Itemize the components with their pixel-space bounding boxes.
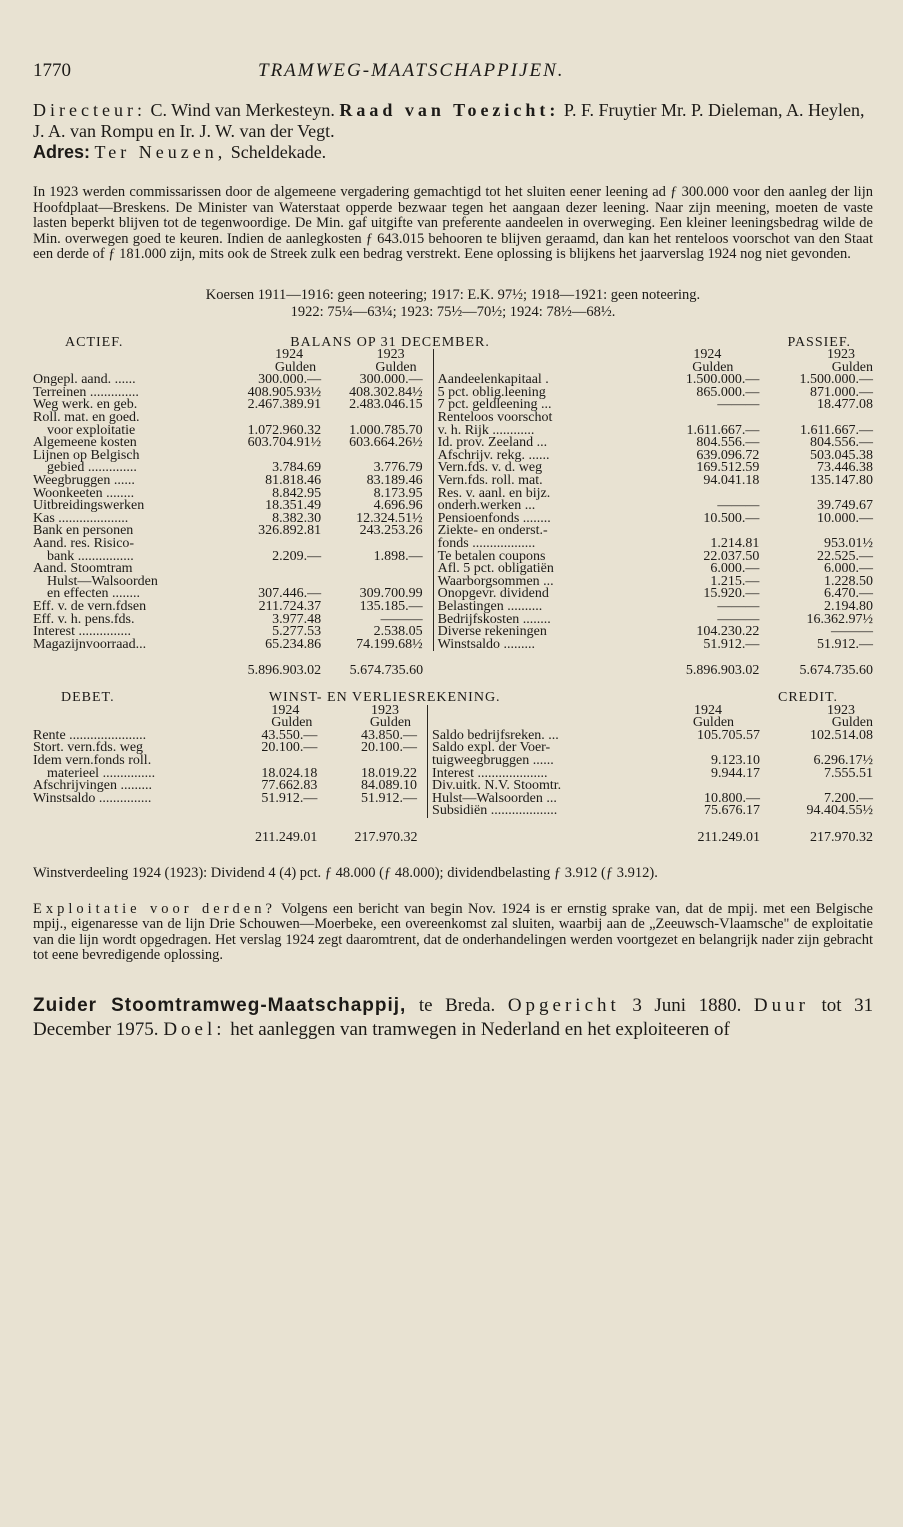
value-1923: 43.850.— [361,727,418,743]
actief-label: Winstsaldo ............... [33,790,152,806]
duur-text: tot 31 December 1975. [33,994,874,1040]
passief-label: tuigweegbruggen ...... [428,755,621,768]
value-1923: 94.404.55½ [806,803,873,819]
passief-label: Afl. 5 pct. obligatiën [433,563,620,576]
balance-table [33,334,873,679]
year-label: 1924 [275,347,304,363]
page [33,40,873,1042]
passief-label: Aandeelenkapitaal . [433,374,620,387]
passief-label: Id. prov. Zeeland ... [433,437,620,450]
actief-label: Afschrijvingen ......... [33,778,152,794]
adres-city: Ter Neuzen, [94,142,227,162]
value-1923: 603.664.26½ [349,435,423,451]
value-1924: 18.351.49 [265,498,322,514]
actief-label: Eff. v. de vern.fdsen [33,598,147,614]
value-1923: 408.302.84½ [349,384,423,400]
pl-heading-row [33,692,873,705]
pl-heading-title: WINST- EN VERLIESREKENING. [268,689,501,705]
value-1923: 1.611.667.— [800,422,873,438]
unit-label: Gulden [831,715,873,731]
value-1923: 74.199.68½ [356,636,423,652]
total-cell: 211.249.01 [697,829,761,845]
value-1923: 953.01½ [824,536,873,551]
value-1924: ——— [717,397,760,413]
value-1923: 135.147.80 [810,473,873,489]
passief-label: Bedrijfskosten ........ [433,614,620,627]
value-1924: 6.000.— [710,561,760,577]
value-1924: 865.000.— [696,384,760,400]
value-1923: 4.696.96 [373,498,423,514]
value-1924: 8.382.30 [272,510,322,526]
exploitatie-text: Volgens een bericht van begin Nov. 1924 is er ernstig sprake van, dat de mpij. met een Belgische mpij., eigenaresse van de lijn Drie Schouwen—Moerbeke, een overeenkomst zal sluiten, waarbij aan de „Zeeuwsch-Vlaamsche" de exploitatie van die lijn wordt opgedragen. Het verslag 1924 zegt daaromtrent, dat de onderhandelingen werden voortgezet en belangrijk nader zijn gebracht tot eene bevredigende oplossing. [33,900,873,964]
pl-total-row [33,818,873,845]
total-cell: 5.896.903.02 [685,663,760,679]
value-1924 [230,563,321,576]
actief-label: Uitbreidingswerken [33,498,145,514]
value-1923: 6.296.17½ [813,752,873,768]
value-1924: 307.446.— [258,586,322,602]
actief-label: materieel ............... [47,765,156,781]
year-label: 1924 [271,702,300,718]
balance-heading-actief: ACTIEF. [65,334,124,350]
value-1923: 6.470.— [824,586,873,602]
next-company-entry [33,994,873,1042]
value-1923: 6.000.— [824,561,873,577]
value-1924: 18.024.18 [261,765,318,781]
raad-label: Raad van Toezicht: [339,100,560,120]
running-title: TRAMWEG-MAATSCHAPPIJEN. [258,60,565,81]
value-1924: 1.500.000.— [685,372,760,388]
koersen-line-2: 1922: 75¼—63¼; 1923: 75½—70½; 1924: 78½—68½. [290,303,616,320]
passief-label: Saldo bedrijfsreken. ... [428,730,621,743]
value-1924: 326.892.81 [258,523,322,539]
value-1923: 51.912.— [361,790,418,806]
balance-heading-row [33,337,873,350]
page-number: 1770 [33,60,71,81]
value-1924: 169.512.59 [696,460,760,476]
unit-label: Gulden [271,715,313,731]
koersen-line-1: Koersen 1911—1916: geen noteering; 1917: E.K. 97½; 1918—1921: geen noteering. [205,286,701,303]
passief-label: Renteloos voorschot [433,412,620,425]
total-cell: 211.249.01 [254,829,318,845]
pl-heading-credit: CREDIT. [777,689,838,705]
pl-table [33,689,873,845]
actief-label: Bank en personen [33,523,134,539]
value-1924: 10.500.— [703,510,760,526]
value-1923 [317,805,427,818]
value-1924 [229,805,318,818]
unit-label: Gulden [274,359,317,375]
value-1923: 39.749.67 [817,498,873,514]
koersen-block [33,287,873,321]
actief-label: Ongepl. aand. ...... [33,372,136,388]
actief-label: Eff. v. h. pens.fds. [33,611,135,627]
value-1923: 804.556.— [810,435,873,451]
value-1924: 10.800.— [704,790,761,806]
value-1923: 1.500.000.— [799,372,873,388]
value-1924: 5.277.53 [272,624,322,640]
value-1924: 15.920.— [703,586,760,602]
leening-notice: In 1923 werden commissarissen door de algemeene vergadering gemachtigd tot het sluiten eener leening ad ƒ 300.000 voor den aanleg der lijn Hoofdplaat—Breskens. De Minister van Waterstaat opperde bezwaar tegen het aangaan dezer leening. Naar zijn meening, moeten de vaste lasten beperkt blijven tot de tegenwoordige. De Min. gaf uitgifte van preferente aandeelen in overweging. Een kleiner leeningsbedrag wilde de Min. overwegen goed te keuren. Indien de aanlegkosten ƒ 643.015 behooren te blijven geraamd, dan kan het renteloos voorschot van den Staat een derde of ƒ 181.000 zijn, mits ook de Streek zulk een bedrag verstrekt. Eene oplossing is blijkens het jaarverslag 1924 nog niet gevonden. [33,184,873,262]
balance-heading-passief: PASSIEF. [787,334,851,350]
page-header [33,40,873,88]
value-1924: 105.705.57 [697,727,761,743]
value-1924: 81.818.46 [265,473,322,489]
total-cell: 5.674.735.60 [349,663,424,679]
value-1924: 1.611.667.— [686,422,760,438]
value-1923: 7.200.— [824,790,873,806]
value-1924: 2.209.— [272,548,322,564]
value-1924: 94.041.18 [703,473,760,489]
value-1923: 1.228.50 [824,573,873,589]
actief-label: Woonkeeten ........ [33,485,135,501]
value-1923: 503.045.38 [810,447,873,463]
passief-label: Div.uitk. N.V. Stoomtr. [428,780,621,793]
value-1923: 135.185.— [359,598,423,614]
balance-year-row [33,349,873,362]
actief-label: Stort. vern.fds. weg [33,740,144,756]
year-label: 1923 [827,347,855,363]
duur-label: Duur [753,994,809,1016]
value-1924: ——— [717,598,760,614]
value-1923: 309.700.99 [359,586,423,602]
value-1923: 16.362.97½ [806,611,873,627]
balance-heading-title: BALANS OP 31 DECEMBER. [290,334,490,350]
actief-label: en effecten ........ [47,586,141,602]
value-1924: 43.550.— [261,727,318,743]
value-1923: 18.019.22 [361,765,418,781]
passief-label: Res. v. aanl. en bijz. [433,488,620,501]
passief-label: v. h. Rijk ............ [433,425,620,438]
unit-label: Gulden [375,359,417,375]
directeur-label: Directeur: [33,100,146,120]
value-1924: 20.100.— [261,740,318,756]
year-label: 1924 [693,347,722,363]
doel-text: het aanleggen van tramwegen in Nederland en het exploiteeren of [230,1018,730,1040]
actief-label: bank ................ [47,548,134,564]
value-1924: 1.214.81 [710,536,760,551]
passief-label: Vern.fds. v. d. weg [433,462,620,475]
actief-label: Idem vern.fonds roll. [33,752,152,768]
value-1923: 84.089.10 [361,778,418,794]
value-1924: 77.662.83 [261,778,318,794]
value-1924: 2.467.389.91 [247,397,322,413]
actief-label: Terreinen .............. [33,384,139,400]
exploitatie-label: Exploitatie voor derden? [33,900,276,917]
passief-label: Onopgevr. dividend [433,588,620,601]
total-cell: 5.674.735.60 [799,663,873,679]
passief-label: Saldo expl. der Voer- [428,742,621,755]
value-1923: 1.000.785.70 [349,422,423,438]
passief-label: Pensioenfonds ........ [433,513,620,526]
value-1924: ——— [717,498,760,514]
value-1924: 8.842.95 [272,485,322,501]
value-1923: 2.483.046.15 [349,397,423,413]
total-cell: 5.896.903.02 [247,663,322,679]
value-1923: 7.555.51 [824,765,873,781]
value-1924: 65.234.86 [265,636,322,652]
value-1924: 9.123.10 [711,752,761,768]
passief-label: Interest .................... [428,768,621,781]
value-1923: 51.912.— [817,636,873,652]
opgericht-label: Opgericht [507,994,620,1016]
pl-year-row [33,705,873,718]
value-1924: 639.096.72 [696,447,760,463]
value-1924: 51.912.— [261,790,318,806]
passief-label: Vern.fds. roll. mat. [433,475,620,488]
actief-label [33,805,229,818]
balance-total-row [33,651,873,678]
value-1924: 3.784.69 [272,460,322,476]
passief-label: Afschrijv. rekg. ...... [433,450,620,463]
passief-label: fonds .................. [433,538,620,551]
actief-label: Magazijnvoorraad... [33,636,147,652]
actief-label: Aand. Stoomtram [33,561,133,577]
doel-label: Doel: [163,1018,226,1040]
next-company-city: te Breda. [418,994,496,1016]
passief-label: Subsidiën ................... [428,805,621,818]
passief-label: onderh.werken ... [433,500,620,513]
passief-label: Hulst—Walsoorden ... [428,793,621,806]
value-1924: 300.000.— [258,372,322,388]
year-label: 1923 [371,702,400,718]
value-1924: ——— [717,611,760,627]
adres-label: Adres: [33,142,91,162]
year-label: 1923 [376,347,405,363]
value-1924: 211.724.37 [258,598,322,614]
passief-label: Belastingen .......... [433,601,620,614]
actief-label: Roll. mat. en goed. [33,410,140,426]
next-company-name: Zuider Stoomtramweg-Maatschappij, [33,994,407,1016]
value-1923: 83.189.46 [366,473,423,489]
value-1924: 9.944.17 [711,765,761,781]
actief-label: Lijnen op Belgisch [33,447,140,463]
passief-label: Diverse rekeningen [433,626,620,639]
value-1923: 300.000.— [359,372,423,388]
raad-members: P. F. Fruytier Mr. P. Dieleman, A. Heylen, J. A. van Rompu en Ir. J. W. van der Vegt. [33,100,865,141]
value-1924: 1.072.960.32 [247,422,322,438]
actief-label: Kas .................... [33,510,129,526]
value-1923: 102.514.08 [810,727,873,743]
total-cell: 217.970.32 [354,829,418,845]
value-1924: 51.912.— [703,636,760,652]
actief-label: voor exploitatie [47,422,136,438]
total-cell: 217.970.32 [810,829,873,845]
value-1924: 75.676.17 [704,803,761,819]
balance-row [33,639,873,652]
unit-label: Gulden [369,715,412,731]
passief-label: Winstsaldo ......... [433,639,620,652]
actief-label: Hulst—Walsoorden [47,573,158,589]
actief-label: Aand. res. Risico- [33,536,135,551]
passief-label: Ziekte- en onderst.- [433,525,620,538]
value-1923: 243.253.26 [359,523,423,539]
unit-label: Gulden [831,359,873,375]
year-label: 1923 [827,702,855,718]
actief-label: Rente ...................... [33,727,147,743]
unit-label: Gulden [692,359,734,375]
adres-street: Scheldekade. [230,142,327,162]
value-1923: 8.173.95 [373,485,423,501]
company-intro [33,100,873,163]
actief-label: Weg werk. en geb. [33,397,138,413]
value-1923: 1.898.— [373,548,423,564]
value-1924: 3.977.48 [272,611,322,627]
value-1923 [321,563,433,576]
actief-label: Interest ............... [33,624,131,640]
directeur-name: C. Wind van Merkesteyn. [150,100,335,120]
value-1923: ——— [831,624,873,640]
value-1924: 804.556.— [696,435,760,451]
value-1923: 20.100.— [361,740,418,756]
value-1923: ——— [380,611,423,627]
value-1923: 3.776.79 [373,460,423,476]
value-1923: 12.324.51½ [356,510,423,526]
value-1923: 73.446.38 [817,460,873,476]
opgericht-date: 3 Juni 1880. [632,994,742,1016]
actief-label: Algemeene kosten [33,435,137,451]
passief-label: 7 pct. geldleening ... [433,399,620,412]
value-1923: 2.538.05 [373,624,423,640]
value-1924: 603.704.91½ [247,435,322,451]
pl-row [33,805,873,818]
passief-label: Te betalen coupons [433,551,620,564]
winstverdeeling: Winstverdeeling 1924 (1923): Dividend 4 (4) pct. ƒ 48.000 (ƒ 48.000); dividendbelasting ƒ 3.912 (ƒ 3.912). [33,865,658,882]
passief-label: Waarborgsommen ... [433,576,620,589]
actief-label: gebied .............. [47,460,137,476]
value-1923: 18.477.08 [817,397,873,413]
actief-label: Weegbruggen ...... [33,473,135,489]
pl-heading-debet: DEBET. [61,689,115,705]
value-1923: 2.194.80 [824,598,873,614]
year-label: 1924 [694,702,723,718]
value-1923: 871.000.— [810,384,873,400]
passief-label: 5 pct. oblig.leening [433,387,620,400]
value-1923: 10.000.— [817,510,873,526]
value-1923: 22.525.— [817,548,873,564]
value-1924: 408.905.93½ [247,384,322,400]
value-1924: 104.230.22 [696,624,760,640]
unit-label: Gulden [692,715,735,731]
value-1924: 22.037.50 [703,548,760,564]
exploitatie-paragraph [33,902,873,964]
value-1924: 1.215.— [710,573,760,589]
